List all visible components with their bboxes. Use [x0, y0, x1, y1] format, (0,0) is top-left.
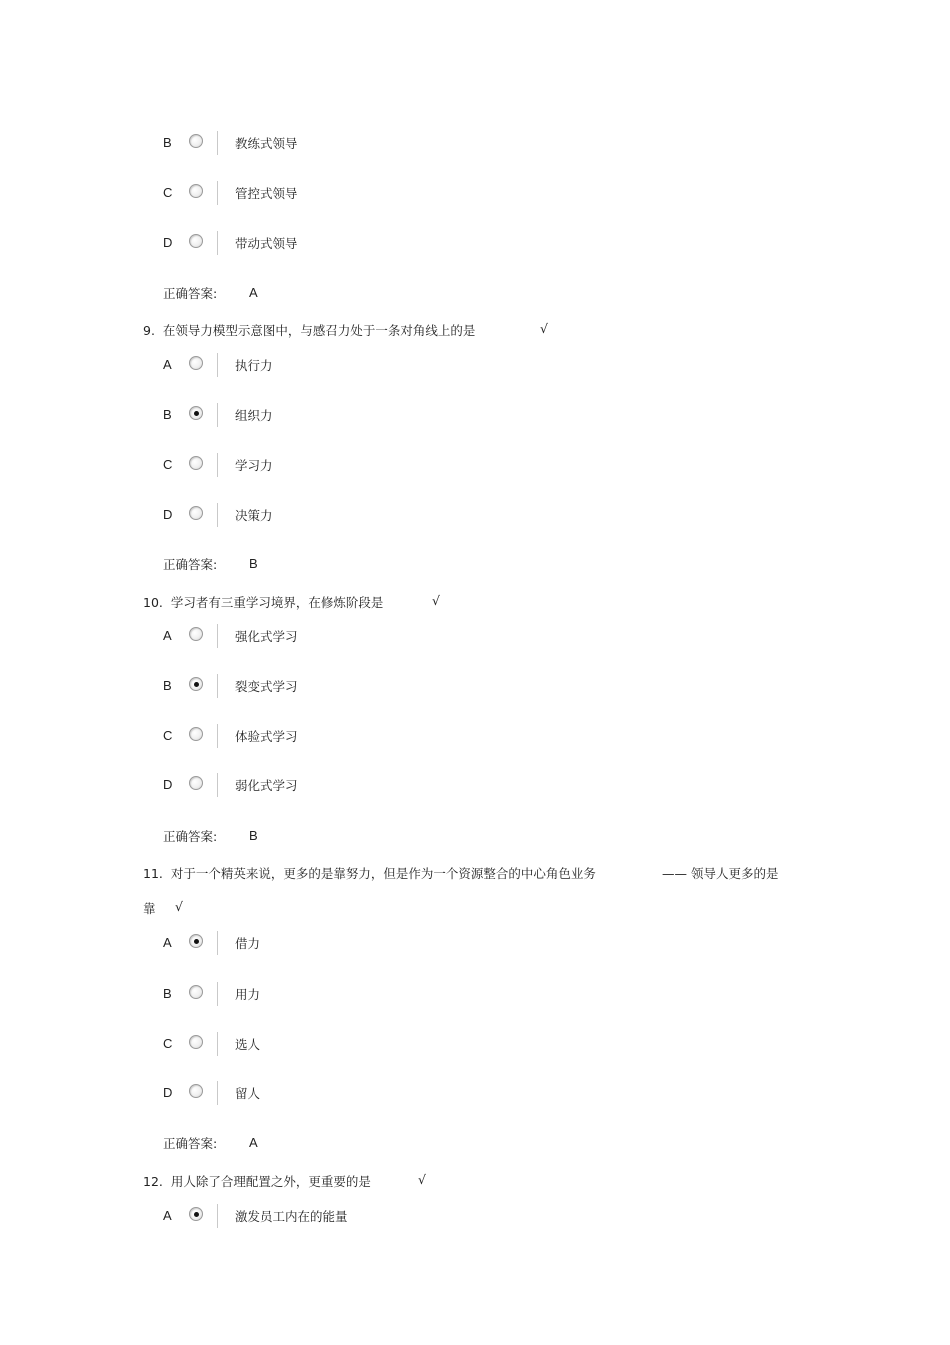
question-number: 11. — [143, 866, 163, 881]
option-text: 留人 — [235, 1086, 261, 1101]
correct-answer-label: 正确答案: — [163, 286, 218, 301]
correct-check-mark: √ — [432, 593, 440, 608]
option-letter: D — [163, 235, 173, 250]
question-text: 在领导力模型示意图中，与感召力处于一条对角线上的是 — [162, 323, 476, 338]
option-text: 教练式领导 — [235, 136, 298, 151]
option-text: 选人 — [235, 1037, 261, 1052]
radio-button[interactable] — [183, 724, 218, 748]
option-letter: A — [163, 628, 172, 643]
correct-answer-label: 正确答案: — [163, 829, 218, 844]
radio-button[interactable] — [183, 1032, 218, 1056]
radio-button[interactable] — [183, 181, 218, 205]
option-letter: C — [163, 1036, 173, 1051]
question-text: 学习者有三重学习境界，在修炼阶段是 — [170, 595, 384, 610]
radio-button[interactable] — [183, 131, 218, 155]
correct-check-mark: √ — [540, 321, 548, 336]
radio-button-selected[interactable] — [183, 403, 218, 427]
option-letter: B — [163, 986, 172, 1001]
radio-button[interactable] — [183, 624, 218, 648]
option-text: 弱化式学习 — [235, 778, 298, 793]
correct-answer-label: 正确答案: — [163, 557, 218, 572]
option-letter: A — [163, 935, 172, 950]
radio-button[interactable] — [183, 503, 218, 527]
option-text: 组织力 — [235, 408, 273, 423]
option-text: 激发员工内在的能量 — [235, 1209, 348, 1224]
correct-answer-label: 正确答案: — [163, 1136, 218, 1151]
option-text: 管控式领导 — [235, 186, 298, 201]
radio-button[interactable] — [183, 1081, 218, 1105]
option-text: 借力 — [235, 936, 261, 951]
correct-check-mark: √ — [175, 899, 183, 914]
question-text-continuation: —— 领导人更多的是 — [662, 866, 779, 881]
option-letter: D — [163, 507, 173, 522]
question-11 — [143, 864, 596, 882]
radio-button[interactable] — [183, 773, 218, 797]
question-10 — [143, 593, 383, 611]
option-text: 执行力 — [235, 358, 273, 373]
option-letter: B — [163, 407, 172, 422]
radio-button[interactable] — [183, 231, 218, 255]
radio-button[interactable] — [183, 353, 218, 377]
option-letter: C — [163, 457, 173, 472]
option-letter: D — [163, 777, 173, 792]
option-letter: A — [163, 357, 172, 372]
option-text: 体验式学习 — [235, 729, 298, 744]
option-letter: A — [163, 1208, 172, 1223]
radio-button-selected[interactable] — [183, 931, 218, 955]
question-text: 对于一个精英来说，更多的是靠努力，但是作为一个资源整合的中心角色业务 — [170, 866, 596, 881]
question-number: 10. — [143, 595, 163, 610]
option-letter: D — [163, 1085, 173, 1100]
radio-button-selected[interactable] — [183, 674, 218, 698]
correct-check-mark: √ — [418, 1172, 426, 1187]
option-text: 裂变式学习 — [235, 679, 298, 694]
option-text: 强化式学习 — [235, 629, 298, 644]
radio-button[interactable] — [183, 982, 218, 1006]
radio-button[interactable] — [183, 453, 218, 477]
option-letter: C — [163, 728, 173, 743]
option-letter: B — [163, 678, 172, 693]
option-text: 学习力 — [235, 458, 273, 473]
correct-answer-value: A — [249, 285, 258, 300]
question-number: 9. — [143, 323, 155, 338]
option-letter: B — [163, 135, 172, 150]
question-text-line2: 靠 — [143, 901, 156, 916]
question-9 — [143, 321, 475, 339]
question-12 — [143, 1172, 371, 1190]
question-number: 12. — [143, 1174, 163, 1189]
question-text: 用人除了合理配置之外，更重要的是 — [170, 1174, 371, 1189]
radio-button-selected[interactable] — [183, 1204, 218, 1228]
correct-answer-value: B — [249, 828, 258, 843]
correct-answer-value: B — [249, 556, 258, 571]
option-text: 用力 — [235, 987, 261, 1002]
option-text: 带动式领导 — [235, 236, 298, 251]
correct-answer-value: A — [249, 1135, 258, 1150]
option-letter: C — [163, 185, 173, 200]
option-text: 决策力 — [235, 508, 273, 523]
